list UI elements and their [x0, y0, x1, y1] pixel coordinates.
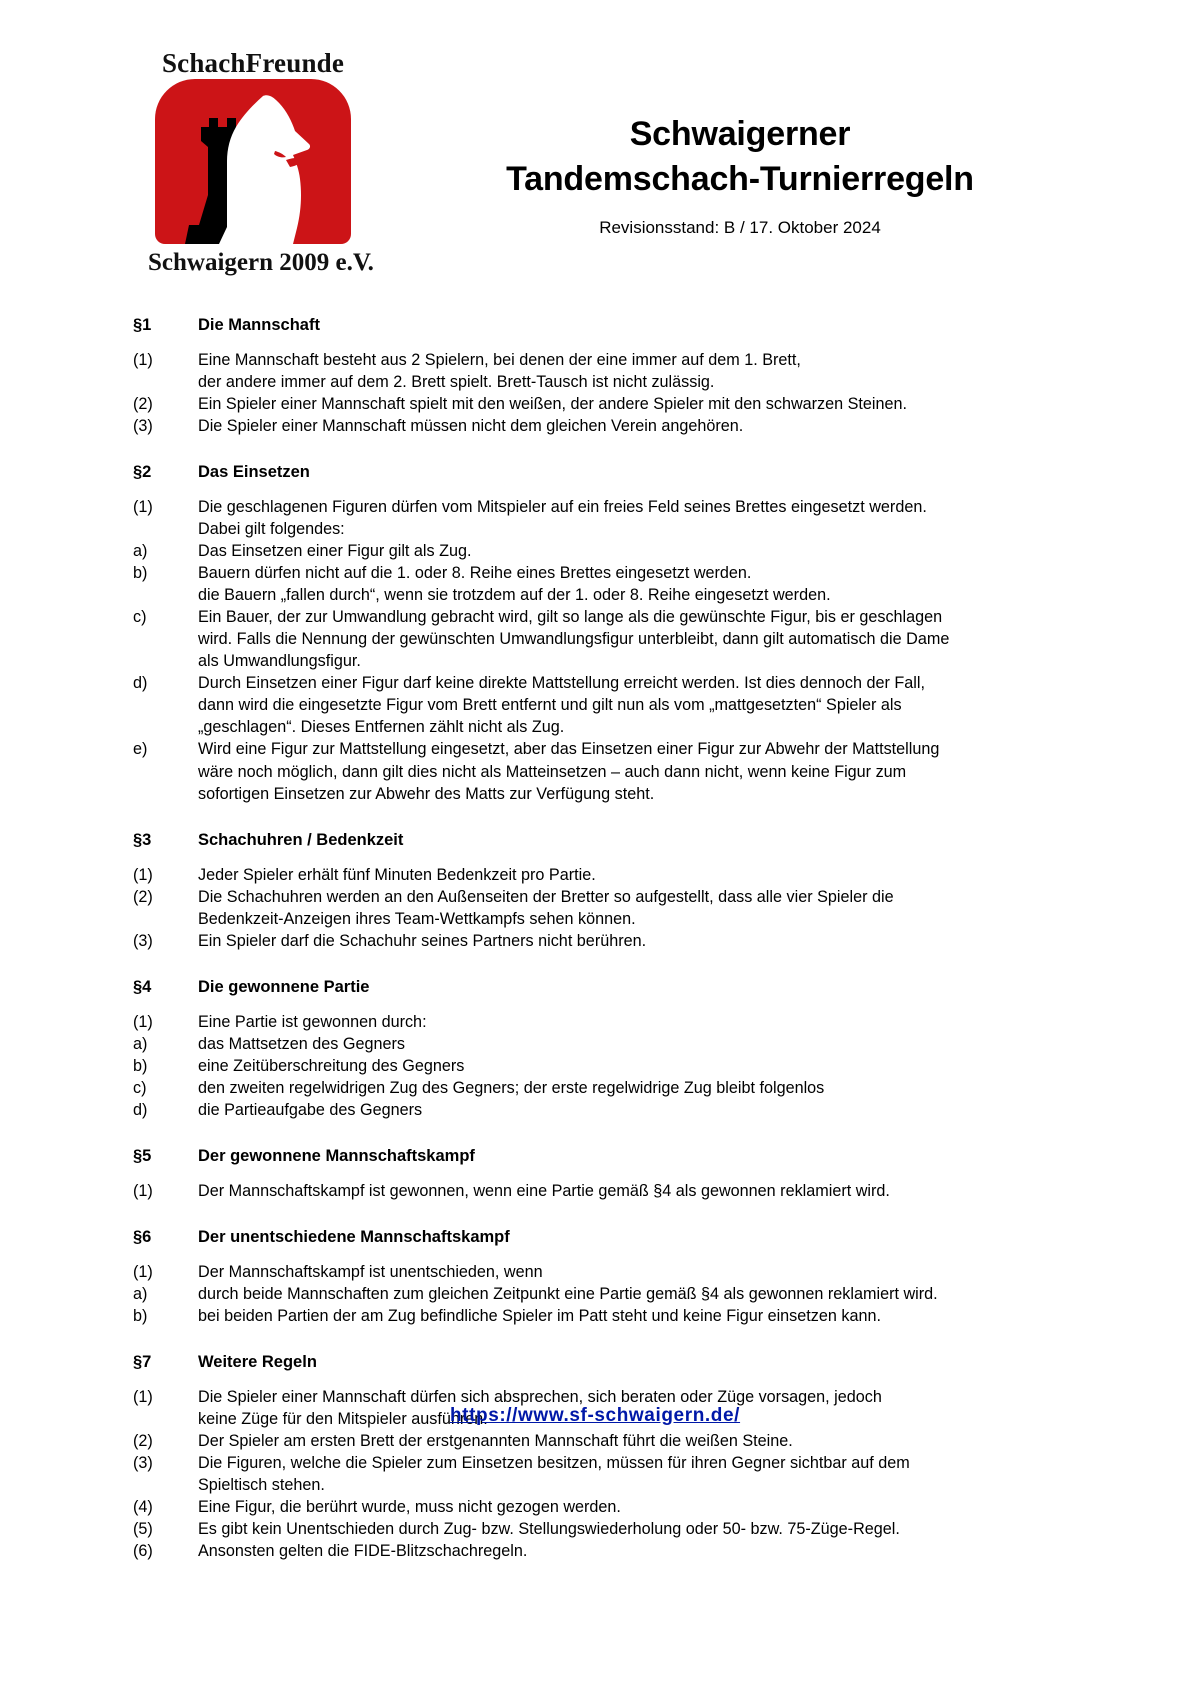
rule-item-line: den zweiten regelwidrigen Zug des Gegners; der erste regelwidrige Zug bleibt folgenlos: [198, 1078, 825, 1097]
rule-item-label: a): [133, 542, 148, 561]
rule-item: [0, 496, 1190, 540]
rule-item-line: Ein Bauer, der zur Umwandlung gebracht wird, gilt so lange als die gewünschte Figur, bis er geschlagen: [198, 608, 943, 627]
rule-item-line: Die Figuren, welche die Spieler zum Einsetzen besitzen, müssen für ihren Gegner sichtbar auf dem: [198, 1454, 910, 1473]
rule-item-line: Bedenkzeit-Anzeigen ihres Team-Wettkampfs sehen können.: [198, 909, 636, 928]
section-title: Weitere Regeln: [198, 1352, 317, 1371]
rule-item-line: „geschlagen“. Dieses Entfernen zählt nicht als Zug.: [198, 718, 565, 737]
rule-item-text: [198, 738, 1062, 804]
section-heading: [0, 316, 1190, 335]
section-title: Schachuhren / Bedenkzeit: [198, 830, 404, 849]
rule-item-text: [198, 606, 1062, 672]
rules-content: [0, 290, 1190, 1570]
rule-item: [0, 864, 1190, 886]
section-number: §1: [133, 316, 152, 334]
rule-item-text: [198, 1033, 1062, 1055]
section-heading: [0, 1228, 1190, 1247]
rule-item-line: Die Spieler einer Mannschaft müssen nicht dem gleichen Verein angehören.: [198, 417, 744, 436]
rule-item-text: [198, 1518, 1062, 1540]
rule-item-label: b): [133, 564, 148, 583]
rule-item-text: [198, 930, 1062, 952]
rule-item-line: sofortigen Einsetzen zur Abwehr des Matts zur Verfügung steht.: [198, 784, 655, 803]
rule-item-text: [198, 1055, 1062, 1077]
rule-item-line: wird. Falls die Nennung der gewünschten Umwandlungsfigur unterbleibt, dann gilt automatisch die Dame: [198, 630, 950, 649]
rule-item-label: (5): [133, 1520, 153, 1539]
section-title: Der unentschiedene Mannschaftskampf: [198, 1227, 510, 1246]
rule-item: [0, 1496, 1190, 1518]
rule-item-text: [198, 1452, 1062, 1496]
rule-item-text: [198, 1430, 1062, 1452]
rule-item-label: (1): [133, 1012, 153, 1031]
rule-item: [0, 349, 1190, 393]
rule-item-label: (3): [133, 1454, 153, 1473]
rule-item-line: Die Schachuhren werden an den Außenseiten der Bretter so aufgestellt, dass alle vier Spieler die: [198, 887, 894, 906]
rule-item-label: e): [133, 740, 148, 759]
rule-item-label: (1): [133, 1181, 153, 1200]
rule-item: [0, 1430, 1190, 1452]
rule-item-line: der andere immer auf dem 2. Brett spielt. Brett-Tausch ist nicht zulässig.: [198, 373, 715, 392]
rule-item-line: Durch Einsetzen einer Figur darf keine direkte Mattstellung erreicht werden. Ist dies dennoch der Fall,: [198, 674, 925, 693]
section-number: §6: [133, 1227, 152, 1246]
rule-item-line: Die geschlagenen Figuren dürfen vom Mitspieler auf ein freies Feld seines Brettes eingesetzt werden.: [198, 498, 927, 517]
document-footer: [0, 1405, 1190, 1427]
rule-item: [0, 393, 1190, 415]
rule-item-label: (3): [133, 931, 153, 950]
rule-section: [0, 1147, 1190, 1202]
rule-item-line: Das Einsetzen einer Figur gilt als Zug.: [198, 542, 472, 561]
rule-item-label: (1): [133, 865, 153, 884]
rule-item-label: (4): [133, 1498, 153, 1517]
rule-item-line: keine Züge für den Mitspieler ausführen.: [198, 1410, 488, 1428]
rule-item-line: Bauern dürfen nicht auf die 1. oder 8. Reihe eines Brettes eingesetzt werden.: [198, 564, 752, 583]
rule-item-line: Eine Partie ist gewonnen durch:: [198, 1012, 427, 1031]
rule-item-line: das Mattsetzen des Gegners: [198, 1034, 405, 1053]
rule-item-label: (2): [133, 887, 153, 906]
rule-item-text: [198, 1077, 1062, 1099]
rule-item-line: die Bauern „fallen durch“, wenn sie trotzdem auf der 1. oder 8. Reihe eingesetzt werden.: [198, 586, 831, 605]
rule-item: [0, 1518, 1190, 1540]
section-heading: [0, 1147, 1190, 1166]
section-number: §4: [133, 977, 152, 996]
chess-rook-and-knight-icon: [155, 79, 351, 244]
rule-item-line: durch beide Mannschaften zum gleichen Zeitpunkt eine Partie gemäß §4 als gewonnen reklamiert wird.: [198, 1284, 938, 1303]
rule-item: [0, 1011, 1190, 1033]
rule-item-line: Eine Figur, die berührt wurde, muss nicht gezogen werden.: [198, 1498, 621, 1517]
rule-item-label: b): [133, 1306, 148, 1325]
rule-item-text: [198, 1011, 1062, 1033]
rule-item-text: [198, 562, 1062, 606]
rule-item-text: [198, 1496, 1062, 1518]
rule-section: [0, 978, 1190, 1121]
website-link[interactable]: https://www.sf-schwaigern.de/: [449, 1405, 741, 1426]
document-header: [0, 0, 1190, 290]
rule-item-line: wäre noch möglich, dann gilt dies nicht als Matteinsetzen – auch dann nicht, wenn keine Figur zum: [198, 762, 907, 781]
rule-item-line: dann wird die eingesetzte Figur vom Brett entfernt und gilt nun als vom „mattgesetzten“ Spieler als: [198, 696, 902, 715]
rule-item-label: (2): [133, 1432, 153, 1451]
rule-item-text: [198, 540, 1062, 562]
rule-item-line: Ein Spieler einer Mannschaft spielt mit den weißen, der andere Spieler mit den schwarzen Steinen.: [198, 395, 908, 414]
rule-item-line: eine Zeitüberschreitung des Gegners: [198, 1056, 465, 1075]
section-heading: [0, 1353, 1190, 1372]
rule-item-label: (3): [133, 417, 153, 436]
rule-item-line: Dabei gilt folgendes:: [198, 520, 345, 539]
rule-item-line: Ansonsten gelten die FIDE-Blitzschachregeln.: [198, 1542, 528, 1561]
rule-item: [0, 1283, 1190, 1305]
rule-item-line: Der Mannschaftskampf ist unentschieden, wenn: [198, 1262, 543, 1281]
rule-item: [0, 562, 1190, 606]
revision-subtitle: Revisionsstand: B / 17. Oktober 2024: [599, 217, 881, 237]
rule-item-label: (2): [133, 395, 153, 414]
rule-item-text: [198, 496, 1062, 540]
rule-item-label: a): [133, 1284, 148, 1303]
rule-item-text: [198, 1283, 1062, 1305]
rule-item: [0, 1180, 1190, 1202]
rule-item-text: [198, 393, 1062, 415]
rule-item-line: Die Spieler einer Mannschaft dürfen sich absprechen, sich beraten oder Züge vorsagen, jedoch: [198, 1387, 882, 1406]
rule-section: [0, 316, 1190, 437]
rule-item: [0, 886, 1190, 930]
document-title-line-1: Schwaigerner: [629, 115, 851, 153]
rule-item-text: [198, 349, 1062, 393]
rule-item: [0, 1077, 1190, 1099]
logo-bottom-text: Schwaigern 2009 e.V.: [148, 249, 374, 276]
rule-item-line: Der Spieler am ersten Brett der erstgenannten Mannschaft führt die weißen Steine.: [198, 1432, 793, 1451]
section-heading: [0, 978, 1190, 997]
rule-item-label: c): [133, 608, 147, 627]
section-title: Der gewonnene Mannschaftskampf: [198, 1146, 475, 1165]
rule-item: [0, 672, 1190, 738]
title-block: [380, 112, 1100, 238]
rule-item-text: [198, 886, 1062, 930]
club-logo: [148, 48, 374, 276]
rule-item: [0, 930, 1190, 952]
rule-item: [0, 606, 1190, 672]
rule-item-text: [198, 864, 1062, 886]
rule-item-label: b): [133, 1056, 148, 1075]
logo-top-text: SchachFreunde: [161, 48, 345, 78]
rule-section: [0, 1353, 1190, 1562]
rule-item: [0, 1033, 1190, 1055]
rule-item-label: a): [133, 1034, 148, 1053]
section-heading: [0, 463, 1190, 482]
rule-item: [0, 1540, 1190, 1562]
rule-item: [0, 1305, 1190, 1327]
rule-item: [0, 1099, 1190, 1121]
rule-item-text: [198, 1305, 1062, 1327]
rule-item-line: die Partieaufgabe des Gegners: [198, 1100, 423, 1119]
rule-item-line: bei beiden Partien der am Zug befindliche Spieler im Patt steht und keine Figur einsetzen kann.: [198, 1306, 881, 1325]
rule-item: [0, 1261, 1190, 1283]
rule-item-line: Wird eine Figur zur Mattstellung eingesetzt, aber das Einsetzen einer Figur zur Abwehr der Mattstellung: [198, 740, 940, 759]
rule-item-line: Ein Spieler darf die Schachuhr seines Partners nicht berühren.: [198, 931, 647, 950]
rule-item-line: Es gibt kein Unentschieden durch Zug- bzw. Stellungswiederholung oder 50- bzw. 75-Züge-Regel.: [198, 1520, 900, 1539]
section-number: §7: [133, 1352, 152, 1371]
rule-item-line: Jeder Spieler erhält fünf Minuten Bedenkzeit pro Partie.: [198, 865, 596, 884]
rule-section: [0, 1228, 1190, 1327]
logo-emblem: [155, 79, 351, 244]
rule-item-label: c): [133, 1078, 147, 1097]
rule-item: [0, 540, 1190, 562]
rule-item-label: d): [133, 1100, 148, 1119]
rule-item-text: [198, 672, 1062, 738]
rule-item-line: als Umwandlungsfigur.: [198, 652, 361, 671]
rule-section: [0, 831, 1190, 952]
rule-item-text: [198, 415, 1062, 437]
rule-item-text: [198, 1540, 1062, 1562]
rule-item-text: [198, 1180, 1062, 1202]
rule-item-line: Spieltisch stehen.: [198, 1476, 325, 1495]
section-number: §2: [133, 463, 152, 482]
rule-item-text: [198, 1261, 1062, 1283]
rule-item-line: Der Mannschaftskampf ist gewonnen, wenn eine Partie gemäß §4 als gewonnen reklamiert wird.: [198, 1181, 890, 1200]
rule-item-text: [198, 1099, 1062, 1121]
rule-item: [0, 1055, 1190, 1077]
rule-item-line: Eine Mannschaft besteht aus 2 Spielern, bei denen der eine immer auf dem 1. Brett,: [198, 351, 801, 369]
rule-item-label: (6): [133, 1542, 153, 1561]
rule-item-label: (1): [133, 351, 153, 369]
document-title-line-2: Tandemschach-Turnierregeln: [506, 159, 974, 198]
rule-item: [0, 415, 1190, 437]
rule-item-label: (1): [133, 1262, 153, 1281]
section-title: Die Mannschaft: [198, 316, 320, 334]
section-title: Die gewonnene Partie: [198, 977, 370, 996]
section-heading: [0, 831, 1190, 850]
rule-item-label: (1): [133, 1387, 153, 1406]
section-number: §3: [133, 830, 152, 849]
rule-item-label: d): [133, 674, 148, 693]
section-number: §5: [133, 1146, 152, 1165]
rule-item-label: (1): [133, 498, 153, 517]
rule-section: [0, 463, 1190, 804]
section-title: Das Einsetzen: [198, 463, 310, 482]
rule-item: [0, 1452, 1190, 1496]
rule-item: [0, 738, 1190, 804]
